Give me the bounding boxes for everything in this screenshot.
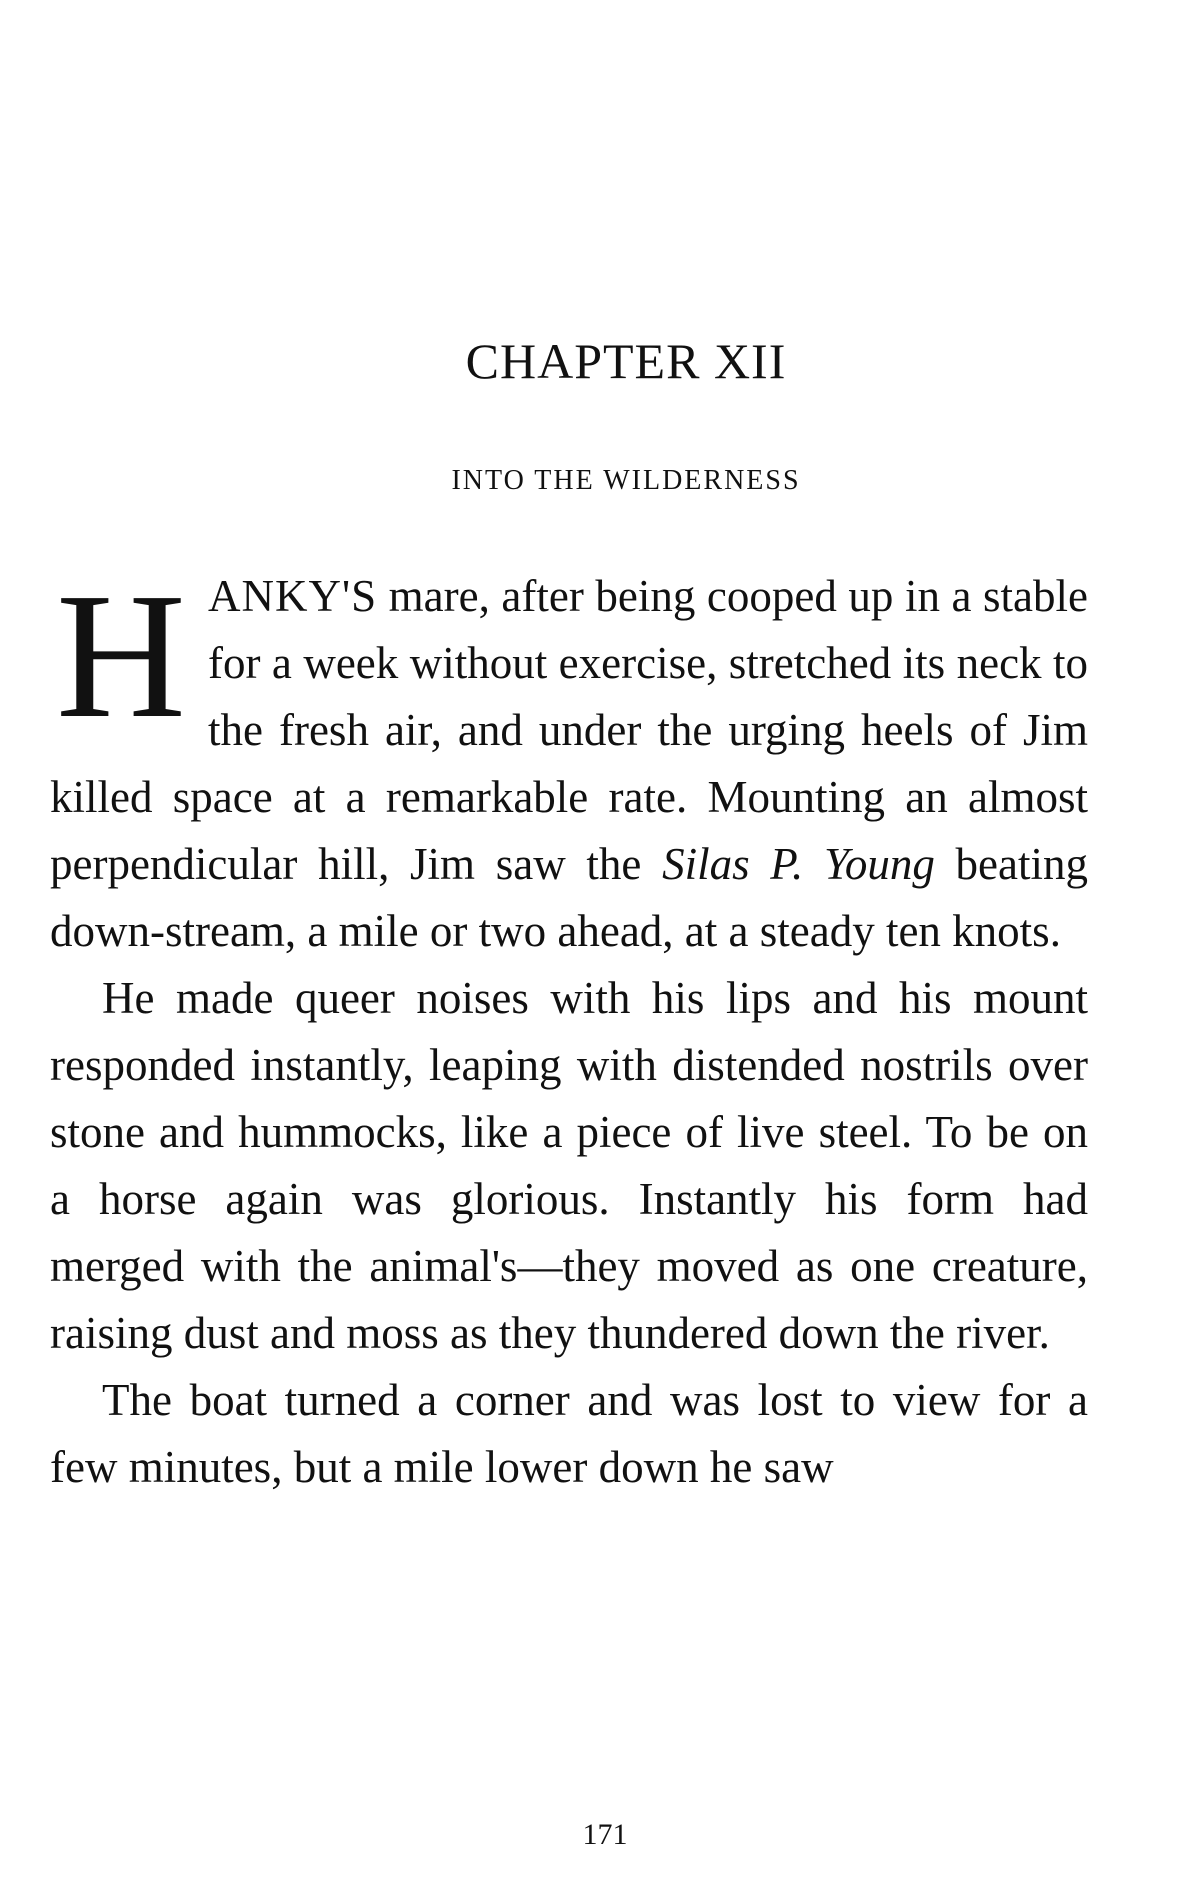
paragraph-1-text-b: beating down-stream, a mile or two ahead, at a steady ten knots. [50, 839, 1088, 956]
chapter-body [50, 556, 1088, 1501]
drop-cap: H [56, 556, 186, 755]
paragraph-3: The boat turned a corner and was lost to view for a few minutes, but a mile lower down he saw [50, 1375, 1088, 1492]
paragraph-2: He made queer noises with his lips and his mount responded instantly, leaping with distended nostrils over stone and hummocks, like a piece of live steel. To be on a horse again was glorious. Instantly his form had merged with the animal's—they moved as one creature, raising dust and moss as they thundered down the river. [50, 973, 1088, 1358]
paragraph-1 [50, 556, 1088, 965]
chapter-title: INTO THE WILDERNESS [451, 465, 801, 496]
page-number: 171 [582, 1818, 628, 1851]
paragraph-1-text-a: mare, after being cooped up in a stable for a week without exercise, stretched its neck to the fresh air, and under the urging heels of Jim killed space at a remarkable rate. Mounting an almost perpendicular hill, Jim saw the [50, 571, 1088, 889]
chapter-heading: CHAPTER XII [465, 333, 787, 389]
ship-name: Silas P. Young [662, 839, 935, 889]
opening-word: ANKY'S [208, 571, 378, 621]
